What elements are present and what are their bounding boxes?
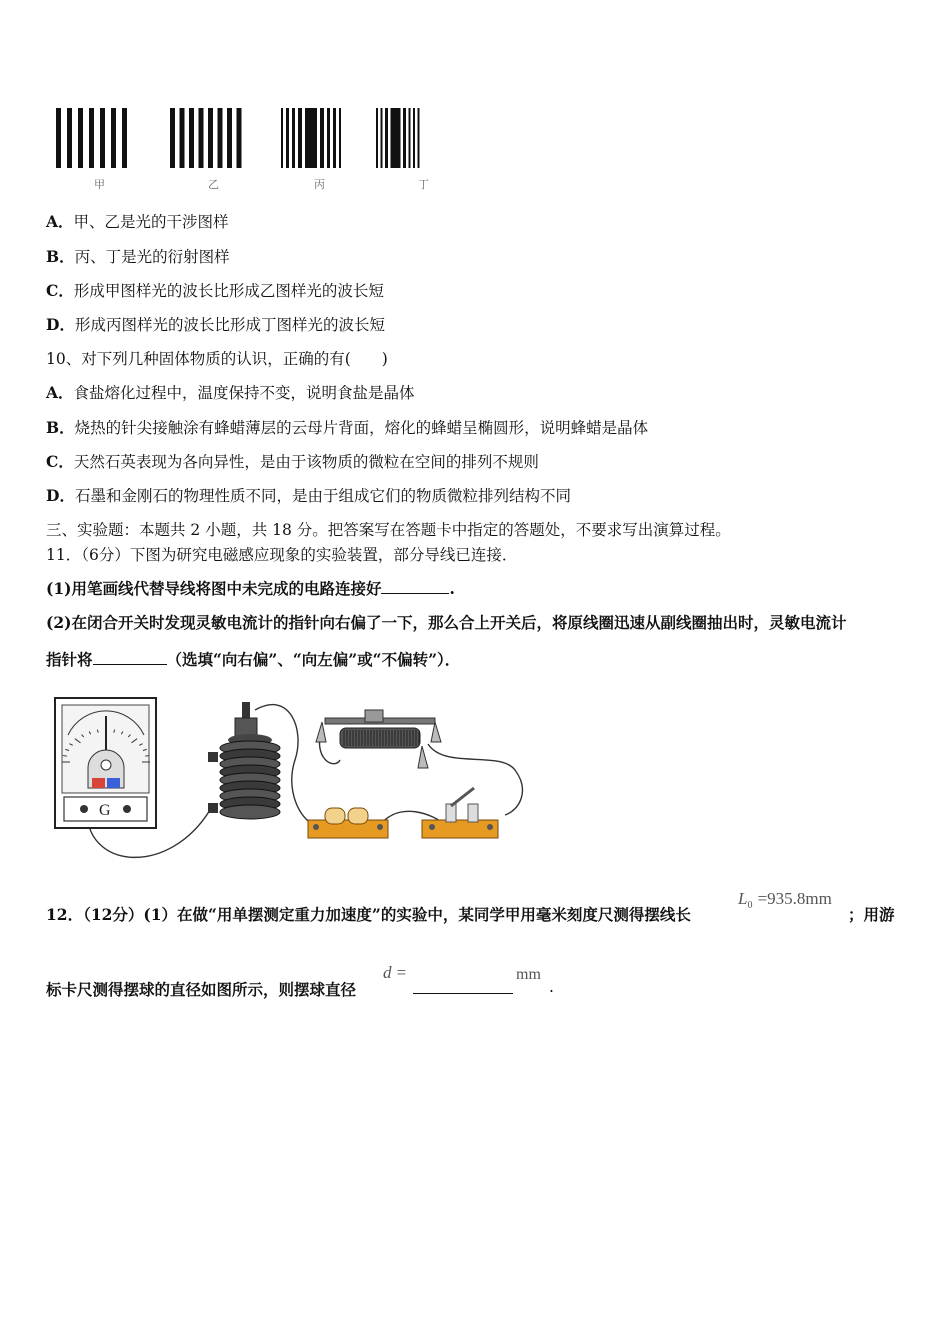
coil-winding bbox=[220, 805, 280, 819]
q12-L0-expression bbox=[738, 889, 832, 911]
q11-part1 bbox=[46, 577, 455, 599]
galvanometer bbox=[55, 698, 156, 828]
fringe-ding-bar bbox=[409, 108, 411, 168]
fringe-yi-bar bbox=[189, 108, 194, 168]
galvanometer-label: G bbox=[99, 802, 111, 819]
option-text: 丙、丁是光的衍射图样 bbox=[74, 248, 230, 266]
fringe-ding-bar bbox=[391, 108, 401, 168]
fringe-ding-bar bbox=[385, 108, 388, 168]
q12-line2 bbox=[46, 978, 356, 1000]
q9-option-b bbox=[46, 245, 230, 267]
fringe-ding-bar bbox=[418, 108, 420, 168]
option-letter: A． bbox=[46, 383, 74, 402]
fringe-ding-bar bbox=[376, 108, 378, 168]
d-symbol: d bbox=[383, 963, 392, 982]
fringe-ding-bar bbox=[413, 108, 415, 168]
fringe-jia-bar bbox=[89, 108, 94, 168]
switch bbox=[422, 788, 498, 838]
q10-option-d bbox=[46, 484, 571, 506]
fringe-yi-bar bbox=[218, 108, 223, 168]
q11-part2-line1: (2)在闭合开关时发现灵敏电流计的指针向右偏了一下，那么合上开关后，将原线圈迅速从副线圈抽出时，灵敏电流计 bbox=[46, 613, 847, 632]
q12-d-expression bbox=[383, 963, 406, 983]
option-text: 形成丙图样光的波长比形成丁图样光的波长短 bbox=[74, 316, 385, 334]
option-letter: D． bbox=[46, 486, 75, 505]
figure-label-bing: 丙 bbox=[314, 178, 325, 191]
galvanometer-terminal-right bbox=[123, 805, 131, 813]
equals-sign: = bbox=[396, 963, 407, 982]
fringe-patterns-figure bbox=[54, 106, 454, 172]
fringe-bing-bar bbox=[298, 108, 302, 168]
q9-option-d bbox=[46, 313, 385, 335]
q12-line1 bbox=[46, 903, 691, 925]
fringe-yi-bar bbox=[208, 108, 213, 168]
fringe-bing-bar bbox=[292, 108, 295, 168]
fringe-yi-bar bbox=[237, 108, 242, 168]
q9-option-c bbox=[46, 279, 384, 301]
q11-part2-line2 bbox=[46, 648, 460, 670]
option-letter: C． bbox=[46, 281, 74, 300]
fringe-bing-bar bbox=[286, 108, 289, 168]
mm-unit: mm bbox=[516, 966, 541, 983]
fringe-jia-bar bbox=[100, 108, 105, 168]
fringe-jia-bar bbox=[122, 108, 127, 168]
q11-part1-suffix: . bbox=[449, 579, 455, 598]
q12-line2-suffix: . bbox=[549, 978, 554, 996]
fringe-yi-bar bbox=[199, 108, 204, 168]
L0-subscript: 0 bbox=[747, 900, 753, 912]
L0-value: =935.8mm bbox=[757, 889, 832, 908]
fringe-jia-bar bbox=[67, 108, 72, 168]
option-text: 形成甲图样光的波长比形成乙图样光的波长短 bbox=[73, 282, 384, 300]
option-text: 烧热的针尖接触涂有蜂蜡薄层的云母片背面，熔化的蜂蜡呈椭圆形，说明蜂蜡是晶体 bbox=[74, 419, 649, 437]
q11-part1-answer-blank[interactable] bbox=[381, 593, 449, 594]
q9-option-a bbox=[46, 210, 229, 232]
fringe-bing-bar bbox=[320, 108, 324, 168]
figure-label-ding: 丁 bbox=[418, 178, 429, 191]
option-text: 食盐熔化过程中，温度保持不变，说明食盐是晶体 bbox=[73, 384, 415, 402]
q10-option-b bbox=[46, 416, 648, 438]
option-letter: D． bbox=[46, 315, 75, 334]
fringe-bing-bar bbox=[339, 108, 341, 168]
figure-label-jia: 甲 bbox=[94, 178, 105, 191]
q11-stem: 11．（6分）下图为研究电磁感应现象的实验装置，部分导线已连接． bbox=[46, 546, 518, 564]
q10-stem: 10、对下列几种固体物质的认识，正确的有( ) bbox=[46, 350, 388, 368]
coil-assembly bbox=[208, 702, 280, 819]
fringe-ding-bar bbox=[381, 108, 383, 168]
q12-line2-text: 标卡尺测得摆球的直径如图所示，则摆球直径 bbox=[46, 980, 357, 999]
fringe-ding-bar bbox=[403, 108, 406, 168]
fringe-jia-bar bbox=[111, 108, 116, 168]
fringe-yi-bar bbox=[227, 108, 232, 168]
q11-part2-text: 指针将 bbox=[46, 650, 93, 669]
fringe-yi-bar bbox=[170, 108, 175, 168]
dial-tick bbox=[63, 756, 67, 757]
q12-line1-suffix: ；用游 bbox=[848, 905, 895, 924]
option-letter: C． bbox=[46, 452, 74, 471]
section3-heading: 三、实验题：本题共 2 小题，共 18 分。把答案写在答题卡中指定的答题处，不要求写出演算过程。 bbox=[46, 521, 731, 539]
q10-option-c bbox=[46, 450, 539, 472]
fringe-jia-bar bbox=[78, 108, 83, 168]
fringe-bing-bar bbox=[333, 108, 336, 168]
galvanometer-terminal-left bbox=[80, 805, 88, 813]
L0-symbol: L bbox=[738, 889, 748, 908]
option-letter: B． bbox=[46, 247, 75, 266]
option-letter: A． bbox=[46, 212, 74, 231]
fringe-bing-bar bbox=[327, 108, 330, 168]
option-text: 石墨和金刚石的物理性质不同，是由于组成它们的物质微粒排列结构不同 bbox=[74, 487, 571, 505]
option-text: 天然石英表现为各向异性，是由于该物质的微粒在空间的排列不规则 bbox=[73, 453, 539, 471]
figure-label-yi: 乙 bbox=[208, 178, 219, 191]
q12-line1-text: 12．（12分）(1）在做“用单摆测定重力加速度”的实验中，某同学甲用毫米刻度尺测得摆线长 bbox=[46, 905, 691, 924]
dial-tick bbox=[145, 756, 149, 757]
q10-option-a bbox=[46, 381, 415, 403]
q12-diameter-answer-blank[interactable] bbox=[413, 979, 513, 994]
fringe-bing-bar bbox=[305, 108, 317, 168]
option-letter: B． bbox=[46, 418, 75, 437]
induction-apparatus-figure bbox=[50, 690, 530, 870]
fringe-jia-bar bbox=[56, 108, 61, 168]
q11-part1-text: (1)用笔画线代替导线将图中未完成的电路连接好 bbox=[46, 579, 382, 598]
q11-part2-answer-blank[interactable] bbox=[93, 664, 167, 665]
rheostat bbox=[316, 710, 441, 768]
q11-part2-suffix: （选填“向右偏”、“向左偏”或“不偏转”）． bbox=[166, 650, 461, 669]
fringe-bing-bar bbox=[281, 108, 283, 168]
option-text: 甲、乙是光的干涉图样 bbox=[73, 213, 229, 231]
battery-holder bbox=[308, 808, 388, 838]
fringe-yi-bar bbox=[180, 108, 185, 168]
